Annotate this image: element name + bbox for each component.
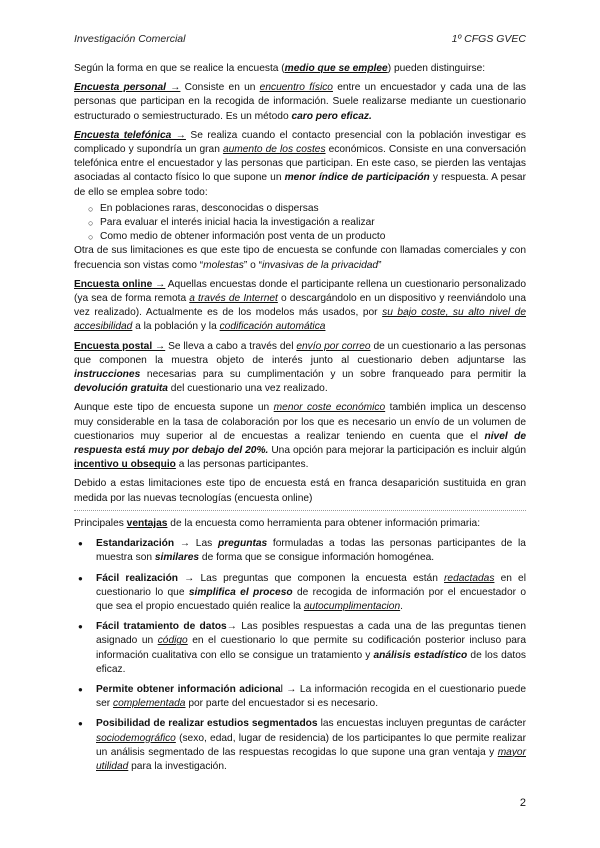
phone-limitations-paragraph: Otra de sus limitaciones es que este tipo de encuesta se confunde con llamadas comerciales y con frecuencia son vistas como “molestas” o “invasivas de la privacidad”	[74, 245, 526, 271]
document-body	[74, 62, 526, 780]
header-subject: Investigación Comercial	[74, 33, 186, 45]
phone-survey-uses-list	[74, 202, 526, 245]
postal-cost-paragraph: Aunque este tipo de encuesta supone un menor coste económico también implica un descenso muy considerable en la tasa de colaboración por los que es necesario un envío de un volumen de cuestionarios muy superior al de encuestas a realizar teniendo en cuenta que el nivel de respuesta está muy por debajo del 20%. Una opción para mejorar la participación es incluir algún incentivo u obsequio a las personas participantes.	[74, 402, 527, 471]
section-divider	[74, 510, 526, 511]
advantage-segmented-studies: ● Posibilidad de realizar estudios segmentados las encuestas incluyen preguntas de carácter sociodemográfico (sexo, edad, lugar de residencia) de los participantes lo que permite realizar un análisis segmentado de las respuestas recogidas lo que supone una gran ventaja y mayor utilidad para la investigación.	[78, 717, 526, 774]
personal-survey-paragraph: Encuesta personal → Consiste en un encuentro físico entre un encuestador y cada una de las personas que participan en la recogida de información. Suele realizarse mediante un cuestionario estructurado o semiestructurado. Es un método caro pero eficaz.	[74, 82, 527, 122]
online-survey-paragraph: Encuesta online → Aquellas encuestas donde el participante rellena un cuestionario personalizado (ya sea de forma remota a través de Internet o descargándolo en un dispositivo y reenviándolo una vez realizado). Actualmente es de los modelos más usados, por su bajo coste, su alto nivel de accesibilidad a la población y la codificación automática	[74, 278, 527, 333]
postal-survey-paragraph: Encuesta postal → Se lleva a cabo a través del envío por correo de un cuestionario a las personas que componen la muestra objeto de interés junto al cuestionario deben adjuntarse las instrucciones necesarias para su cumplimentación y un sobre franqueado para permitir la devolución gratuita del cuestionario una vez realizado.	[74, 340, 526, 395]
list-item: ○ Para evaluar el interés inicial hacia la investigación a realizar	[88, 216, 526, 230]
page-header	[74, 33, 526, 49]
advantage-standardization: ● Estandarización → Las preguntas formuladas a todas las personas participantes de la muestra son similares de forma que se consigue información homogénea.	[78, 537, 526, 565]
postal-decline-paragraph: Debido a estas limitaciones este tipo de encuesta está en franca desaparición sustituida en gran medida por las nuevas tecnologías (encuesta online)	[74, 478, 526, 504]
list-item: ○ Como medio de obtener información post venta de un producto	[88, 230, 526, 244]
advantages-list	[74, 537, 526, 774]
list-item: ○ En poblaciones raras, desconocidas o dispersas	[88, 202, 526, 216]
advantages-intro: Principales ventajas de la encuesta como herramienta para obtener información primaria:	[74, 517, 481, 529]
header-course: 1º CFGS GVEC	[451, 33, 526, 45]
advantage-easy-execution: ● Fácil realización → Las preguntas que componen la encuesta están redactadas en el cuestionario lo que simplifica el proceso de recogida de información por el encuestador o que sea el propio encuestado quién realice la autocumplimentacion.	[78, 572, 526, 615]
intro-paragraph: Según la forma en que se realice la encuesta (medio que se emplee) pueden distinguirse:	[74, 63, 486, 74]
page-number: 2	[519, 797, 526, 809]
advantage-additional-info: ● Permite obtener información adicional → La información recogida en el cuestionario puede ser complementada por parte del encuestador si es necesario.	[78, 683, 526, 711]
advantage-data-processing: ● Fácil tratamiento de datos→ Las posibles respuestas a cada una de las preguntas tienen asignado un código en el cuestionario lo que permite su codificación posterior incluso para información cualitativa con ello se consigue un tratamiento y análisis estadístico de los datos eficaz.	[78, 620, 526, 677]
phone-survey-paragraph: Encuesta telefónica → Se realiza cuando el contacto presencial con la población investigar es complicado y supondría un gran aumento de los costes económicos. Consiste en una conversación telefónica entre el encuestador y las personas que participan. En este caso, se pierden las ventajas asociadas al contacto físico lo que supone un menor índice de participación y respuesta. A pesar de ello se emplea sobre todo:	[74, 129, 526, 198]
